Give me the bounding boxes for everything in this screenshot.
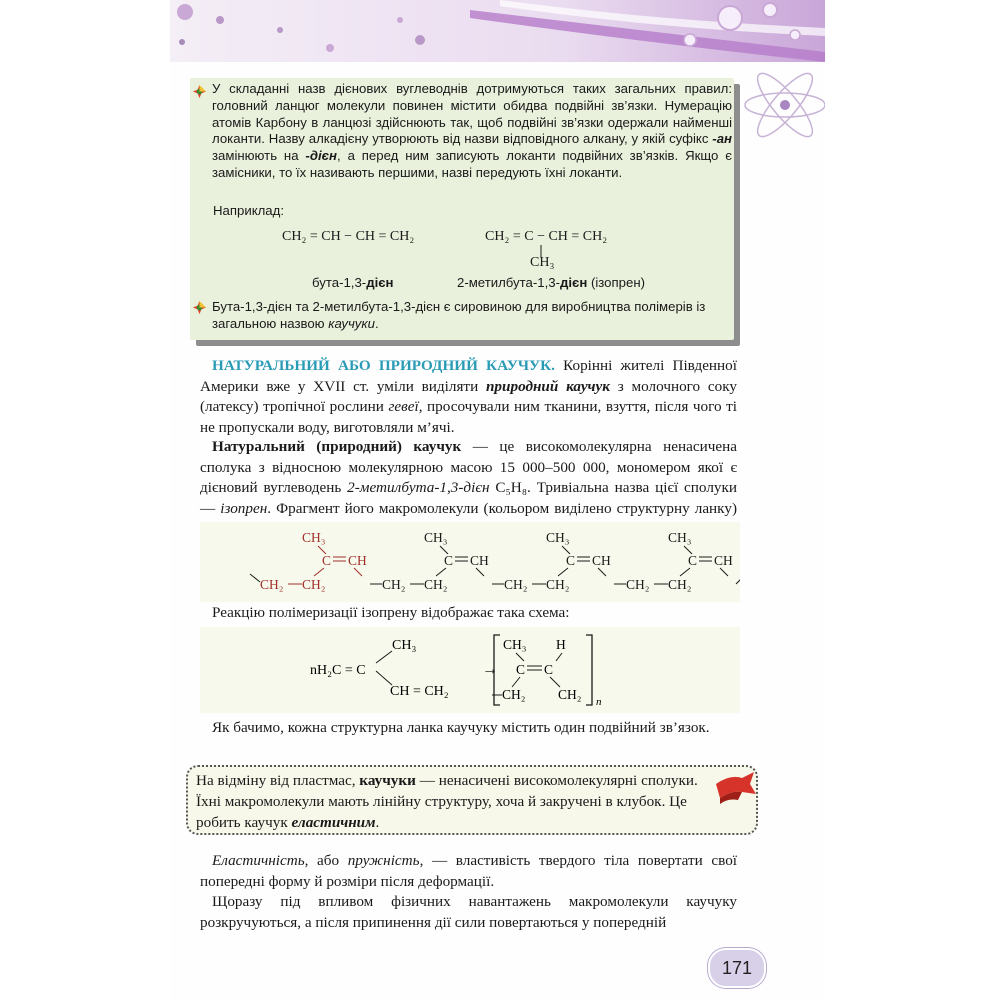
fragment-bond [598, 568, 606, 576]
fragment-bond [354, 568, 362, 576]
fragment-ch3: CH₃ [668, 530, 692, 545]
isoprene-branch: CH₃ [530, 255, 555, 270]
fragment-chain-start [250, 574, 260, 582]
fragment-ch2-left: CH₂ [504, 577, 528, 592]
page-number: 171 [708, 948, 766, 988]
bullet-marker-icon [192, 84, 207, 99]
fragment-ch2-right: CH₂ [302, 577, 326, 592]
ribbon-icon [712, 770, 758, 806]
example-label: Наприклад: [213, 203, 285, 218]
butadiene-name: бута-1,3-дієн [312, 275, 394, 290]
fragment-ch: CH [470, 553, 489, 568]
fragment-ch: CH [348, 553, 367, 568]
fragment-ch: CH [714, 553, 733, 568]
fragment-ch: CH [592, 553, 611, 568]
fragment-c: C [322, 553, 332, 568]
product-ch3: CH₃ [503, 637, 527, 652]
fragment-bond [436, 568, 446, 576]
butadiene-formula: CH₂ = CH − CH = CH₂ [282, 229, 415, 244]
fragment-ch3: CH₃ [424, 530, 448, 545]
conclusion-text: Як бачимо, кожна структурна ланка каучуку містить один подвійний зв’язок. [212, 719, 710, 736]
bullet-marker-icon [192, 300, 207, 315]
fragment-ch2-left: CH₂ [260, 577, 284, 592]
fragment-c: C [688, 553, 698, 568]
atom-decoration [740, 70, 825, 145]
fragment-ch2-left: CH₂ [626, 577, 650, 592]
polymerization-intro: Реакцію полімеризації ізопрену відображає така схема: [212, 604, 570, 621]
reactant-top: CH₃ [392, 638, 417, 653]
fragment-ch2-right: CH₂ [424, 577, 448, 592]
isoprene-formula: CH₂ = C − CH = CH₂ [485, 229, 608, 244]
reactant-left: nH₂C = C [310, 663, 366, 678]
product-br: CH₂ [558, 687, 582, 702]
elasticity-text: Еластичність, або пружність, — властивість твердого тіла повертати свої попередні форму й розміри після деформації. [200, 852, 738, 890]
reaction-arrow: → [482, 661, 498, 678]
last-paragraph: Щоразу під впливом фізичних навантажень макромолекули каучуку розкручуються, а після припинення дії сили повертаються у попередній [200, 893, 737, 931]
polymerization-scheme [200, 627, 740, 713]
product-c-left: C [516, 662, 526, 677]
fragment-ch2-left: CH₂ [382, 577, 406, 592]
fragment-bond [314, 568, 324, 576]
section-heading: НАТУРАЛЬНИЙ АБО ПРИРОДНИЙ КАУЧУК. [212, 357, 555, 374]
product-bl: CH₂ [502, 687, 526, 702]
fragment-bond [680, 568, 690, 576]
fragment-c: C [566, 553, 576, 568]
fragment-bond [558, 568, 568, 576]
note-text: На відміну від пластмас, каучуки — ненасичені високомолекулярні сполуки. Їхні макромолекули мають лінійну структуру, хоча й закручені в клубок. Це робить каучук еластичним. [196, 772, 698, 831]
section-paragraph-2: Натуральний (природний) каучук — це високомолекулярна ненасичена сполука з відносною молекулярною масою 15 000–500 000, мономером якої є дієновий вуглеводень 2-метилбута-1,3-дієн C₅H₈. Тривіальна назва цієї сполуки — ізопрен. Фрагмент його макромолекули (кольором виділено структурну ланку) [200, 438, 737, 517]
fragment-ch3: CH₃ [546, 530, 570, 545]
fragment-chain-end [736, 574, 740, 584]
fragment-bond [476, 568, 484, 576]
reactant-bottom: CH = CH₂ [390, 684, 449, 699]
usage-text: Бута-1,3-дієн та 2-метилбута-1,3-дієн є сировиною для виробництва полімерів із загальною назвою каучуки. [212, 299, 706, 331]
product-c-right: C [544, 662, 554, 677]
fragment-c: C [444, 553, 454, 568]
decorative-header-image [170, 0, 825, 62]
fragment-ch2-right: CH₂ [546, 577, 570, 592]
naming-rules-text: У складанні назв дієнових вуглеводнів дотримуються таких загальних правил: головний ланцюг молекули повинен містити обидва подвійні зв’язки. Нумерацію атомів Карбону в ланцюзі здійснюють так, щоб подвійні зв’язки одержали найменші локанти. Назву алкадієну утворюють від назви відповідного алкану, у якій суфікс -ан замінюють на -дієн, а перед ним записують локанти подвійних зв’язків. Якщо є замісники, то їх називають першими, назві передують їхні локанти. [212, 81, 732, 180]
fragment-ch2-right: CH₂ [668, 577, 692, 592]
isoprene-name: 2-метилбута-1,3-дієн (ізопрен) [457, 275, 645, 290]
fragment-bond [720, 568, 728, 576]
section-paragraph-1: НАТУРАЛЬНИЙ АБО ПРИРОДНИЙ КАУЧУК. Корінні жителі Південної Америки вже у XVII ст. уміли виділяти природний каучук з молочного соку (латексу) тропічної рослини гевеї, просочували ним тканини, взуття, після чого ті не пропускали воду, виготовляли м’ячі. [200, 357, 738, 436]
macromolecule-fragment [200, 522, 740, 602]
product-h: H [556, 637, 566, 652]
subscript-n: n [596, 696, 602, 708]
fragment-ch3: CH₃ [302, 530, 326, 545]
